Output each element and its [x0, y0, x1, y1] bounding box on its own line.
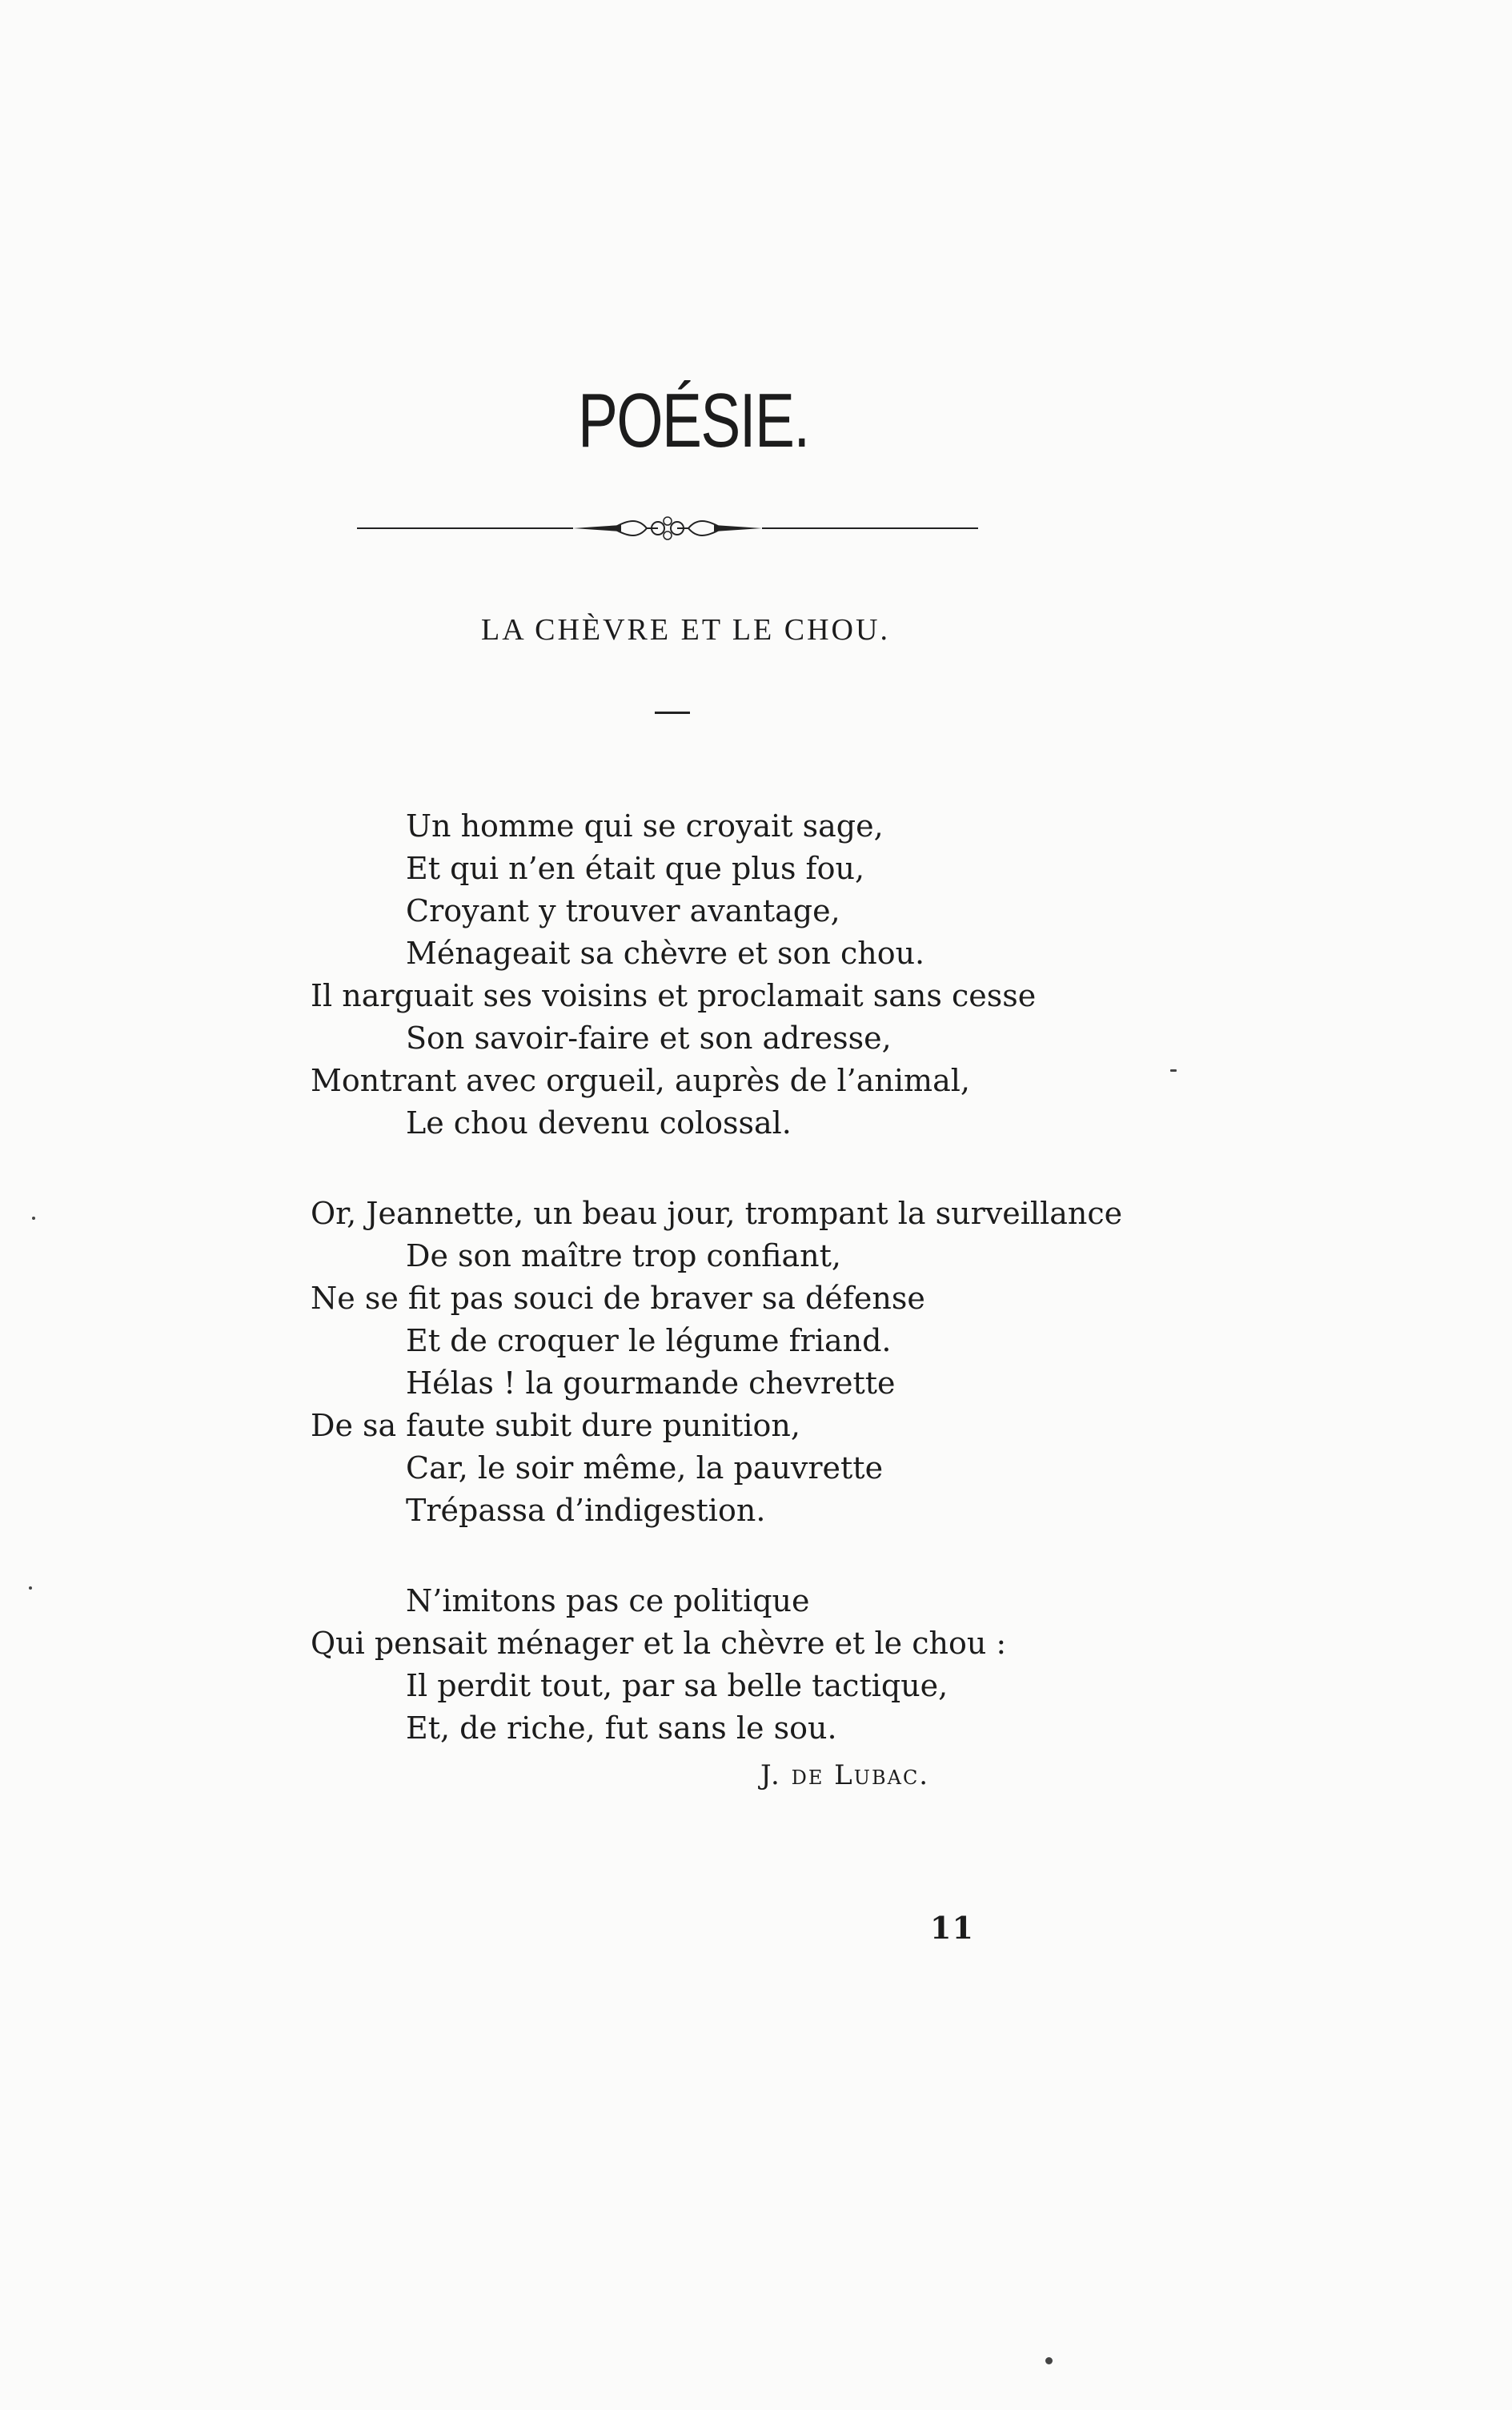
verse-line: Et, de riche, fut sans le sou. [406, 1710, 837, 1746]
verse-line: Son savoir-faire et son adresse, [406, 1021, 892, 1056]
stanza [311, 1193, 1127, 1532]
ink-speck [32, 1217, 35, 1220]
verse-line: Qui pensait ménager et la chèvre et le chou : [311, 1626, 1007, 1661]
verse-line: Un homme qui se croyait sage, [406, 808, 884, 844]
stanza [311, 1580, 1127, 1750]
verse-line: Hélas ! la gourmande chevrette [406, 1365, 896, 1401]
verse-line: Il narguait ses voisins et proclamait sans cesse [311, 978, 1037, 1013]
ink-speck [1045, 2357, 1053, 2364]
verse-line: Montrant avec orgueil, auprès de l’animal, [311, 1063, 970, 1098]
poem-body [311, 805, 1127, 1798]
ink-speck [1170, 1069, 1177, 1072]
verse-line: Et de croquer le légume friand. [406, 1323, 892, 1358]
separator-dash [655, 712, 690, 714]
stanza [311, 805, 1127, 1145]
verse-line: Trépassa d’indigestion. [406, 1493, 766, 1528]
ink-speck [29, 1586, 32, 1590]
ornamental-rule [357, 512, 978, 544]
verse-line: De sa faute subit dure punition, [311, 1408, 800, 1443]
verse-line: De son maître trop confiant, [406, 1238, 841, 1273]
page-number: 11 [930, 1910, 974, 1946]
verse-line: Ne se fit pas souci de braver sa défense [311, 1281, 925, 1316]
section-title: POÉSIE. [577, 378, 809, 463]
verse-line: Croyant y trouver avantage, [406, 893, 840, 928]
author-signature: J. de Lubac. [760, 1759, 930, 1791]
poem-title: LA CHÈVRE ET LE CHOU. [481, 613, 890, 647]
verse-line: Et qui n’en était que plus fou, [406, 851, 865, 886]
verse-line: Ménageait sa chèvre et son chou. [406, 936, 925, 971]
verse-line: Or, Jeannette, un beau jour, trompant la surveillance [311, 1196, 1123, 1231]
verse-line: N’imitons pas ce politique [406, 1583, 810, 1618]
verse-line: Le chou devenu colossal. [406, 1105, 792, 1141]
verse-line: Car, le soir même, la pauvrette [406, 1450, 884, 1486]
verse-line: Il perdit tout, par sa belle tactique, [406, 1668, 949, 1703]
